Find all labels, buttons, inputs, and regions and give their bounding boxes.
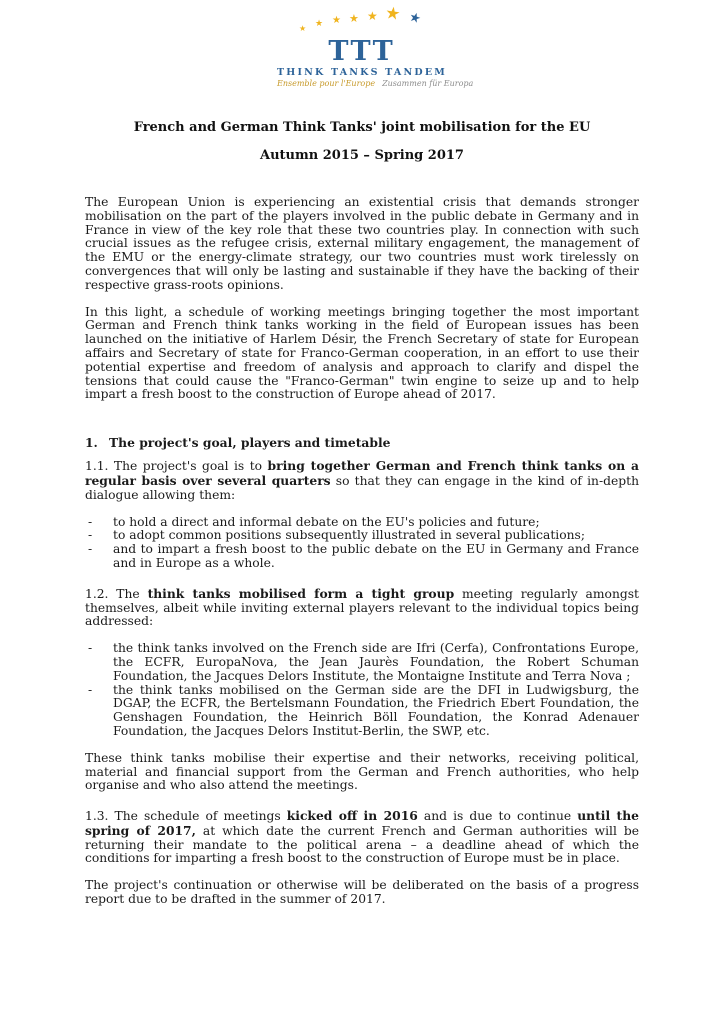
member-bullet-1-text: the think tanks involved on the French side are Ifri (Cerfa), Confrontations Europe, the ECFR, EuropaNova, the Jean Jaurès Foundation, the Robert Schuman Foundation, the Jacques Delors Institute, the Montaigne Institute and Terra Nova ; [113, 641, 639, 683]
bullet-marker: - [88, 542, 93, 557]
star-icon [407, 11, 422, 27]
star-icon [332, 16, 341, 26]
paragraph-1-3-text: 1.3. The schedule of meetings [85, 809, 287, 824]
paragraph-1-3-bold: kicked off in 2016 [286, 808, 418, 824]
section-1-number: 1. [85, 435, 98, 451]
goal-bullet-3 [85, 543, 639, 571]
paragraph-1-3-text: at which date the current French and German authorities will be returning their mandate to the political arena – a deadline ahead of which the conditions for imparting a fresh boost to the construction of Europe must be in place. [85, 823, 639, 866]
support-paragraph: These think tanks mobilise their expertise and their networks, receiving political, material and financial support from the German and French authorities, who help organise and who also attend the meetings. [85, 750, 639, 793]
intro-paragraph-2: In this light, a schedule of working meetings bringing together the most important German and French think tanks working in the field of European issues has been launched on the initiative of Harlem Désir, the French Secretary of state for European affairs and Secretary of state for Franco-German cooperation, in an effort to use their potential expertise and freedom of analysis and approach to clarify and dispel the tensions that could cause the "Franco-German" twin engine to seize up and to help impart a fresh boost to the construction of Europe ahead of 2017. [85, 304, 639, 402]
bullet-marker: - [88, 514, 93, 529]
member-bullet-2-text: the think tanks mobilised on the German side are the DFI in Ludwigsburg, the DGAP, the ECFR, the Bertelsmann Foundation, the Friedrich Ebert Foundation, the Genshagen Foundation, the Heinrich Böll Foundation, the Konrad Adenauer Foundation, the Jacques Delors Institut-Berlin, the SWP, etc. [113, 682, 639, 738]
paragraph-1-3-bold: until the spring of 2017, [85, 808, 640, 838]
star-icon [384, 5, 401, 24]
star-icon [315, 20, 323, 29]
document-subtitle: Autumn 2015 – Spring 2017 [260, 148, 464, 163]
logo [277, 8, 474, 94]
goal-bullet-2 [85, 529, 639, 543]
continuation-paragraph: The project's continuation or otherwise will be deliberated on the basis of a progress report due to be drafted in the summer of 2017. [85, 878, 639, 907]
bullet-marker: - [88, 641, 93, 656]
paragraph-1-2-text: 1.2. The [85, 586, 148, 601]
bullet-marker: - [88, 682, 93, 697]
document-title: French and German Think Tanks' joint mobilisation for the EU [133, 120, 591, 135]
logo-tagline-french: Ensemble pour l'Europe [277, 79, 376, 88]
logo-tagline [277, 79, 474, 89]
logo-stars [277, 8, 447, 38]
star-icon [349, 13, 359, 24]
paragraph-1-2-text: meeting regularly amongst themselves, albeit while inviting external players relevant to the individual topics being addressed: [85, 586, 639, 629]
paragraph-1-3-text: and is due to continue [417, 809, 578, 824]
goal-bullet-2-text: to adopt common positions subsequently illustrated in several publications; [113, 528, 585, 543]
goals-bullet-list [85, 516, 639, 571]
logo-name: THINK TANKS TANDEM [277, 67, 447, 78]
goal-bullet-1 [85, 516, 639, 530]
logo-tagline-german: Zusammen für Europa [382, 79, 474, 88]
paragraph-1-1-bold: bring together German and French think tanks on a regular basis over several quarters [85, 458, 639, 488]
title-block [85, 120, 639, 164]
paragraph-1-1-text: 1.1. The project's goal is to [85, 459, 268, 474]
paragraph-1-1-text: so that they can engage in the kind of in-depth dialogue allowing them: [85, 473, 639, 502]
paragraph-1-1 [85, 459, 639, 502]
member-bullet-2 [85, 684, 639, 739]
paragraph-1-2 [85, 587, 639, 629]
goal-bullet-1-text: to hold a direct and informal debate on the EU's policies and future; [113, 514, 540, 529]
member-bullet-1 [85, 642, 639, 683]
logo-monogram: TTT [328, 36, 396, 67]
intro-paragraph-1: The European Union is experiencing an existential crisis that demands stronger mobilisation on the part of the players involved in the public debate in Germany and in France in view of the key role that these two countries play. In connection with such crucial issues as the refugee crisis, external military engagement, the management of the EMU or the energy-climate strategy, our two countries must work tirelessly on convergences that will only be lasting and sustainable if they have the backing of their respective grass-roots opinions. [85, 195, 639, 292]
members-bullet-list [85, 642, 639, 739]
section-1-title: The project's goal, players and timetable [109, 435, 391, 451]
paragraph-1-2-bold: think tanks mobilised form a tight group [147, 585, 455, 601]
star-icon [299, 25, 306, 33]
bullet-marker: - [88, 528, 93, 543]
star-icon [367, 10, 378, 22]
paragraph-1-3 [85, 809, 639, 866]
section-1-heading [85, 435, 639, 450]
goal-bullet-3-text: and to impart a fresh boost to the public debate on the EU in Germany and France and in Europe as a whole. [113, 542, 639, 570]
document-body [85, 196, 639, 907]
